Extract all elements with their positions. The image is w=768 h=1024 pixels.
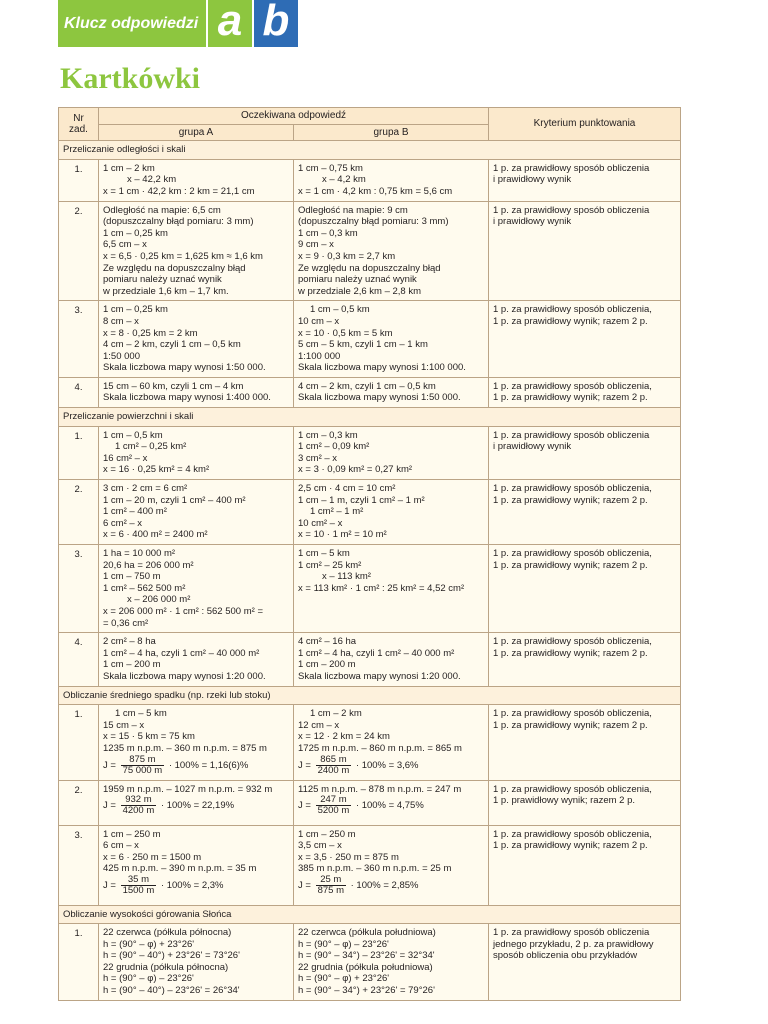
answer-line: 3 cm² – x xyxy=(298,452,338,464)
formula-prefix: J = xyxy=(103,800,116,812)
answer-line: x = 10 · 1 m² = 10 m² xyxy=(298,529,387,541)
criterion-line: 1 p. za prawidłowy wynik; razem 2 p. xyxy=(493,840,648,852)
scoring-criterion xyxy=(489,780,681,825)
criterion-line: 1 p. za prawidłowy sposób obliczenia xyxy=(493,927,650,939)
brand-logo-a: a xyxy=(206,0,252,47)
formula-result: · 100% = 2,3% xyxy=(160,879,224,891)
answer-line: 425 m n.p.m. – 390 m n.p.m. = 35 m xyxy=(103,863,257,875)
answer-line: 15 cm – x xyxy=(103,719,145,731)
answer-line: 1 cm² – 25 km² xyxy=(298,559,362,571)
criterion-line: 1 p. za prawidłowy wynik; razem 2 p. xyxy=(493,559,648,571)
criterion-line: 1 p. prawidłowy wynik; razem 2 p. xyxy=(493,795,636,807)
group-a-answer xyxy=(99,301,294,378)
section-title: Obliczanie średniego spadku (np. rzeki lub stoku) xyxy=(59,686,681,705)
fraction-numerator: 875 m xyxy=(121,755,165,766)
header-expected-answer: Oczekiwana odpowiedź xyxy=(99,108,489,125)
answer-line: pomiaru należy uznać wynik xyxy=(103,274,222,286)
answer-line: 9 cm – x xyxy=(298,239,334,251)
answer-line: 1 cm – 5 km xyxy=(298,548,350,559)
answer-line: x = 1 cm · 42,2 km : 2 km = 21,1 cm xyxy=(103,185,255,197)
answer-line: 1 cm – 5 km xyxy=(115,708,167,720)
slope-formula xyxy=(103,875,289,897)
table-row xyxy=(59,545,681,633)
section-row xyxy=(59,686,681,705)
task-number: 3. xyxy=(59,825,99,905)
answer-line: 1 cm – 0,25 km xyxy=(103,227,168,239)
formula-prefix: J = xyxy=(298,879,311,891)
header-nr-line: Nr xyxy=(73,112,84,124)
answer-line: 1 ha = 10 000 m² xyxy=(103,548,176,559)
answer-line: 10 cm – x xyxy=(298,315,340,327)
task-number: 1. xyxy=(59,705,99,780)
slope-formula xyxy=(103,755,289,777)
formula-result: · 100% = 3,6% xyxy=(355,759,419,771)
answer-line: 1:50 000 xyxy=(103,350,140,362)
header-nr-line: zad. xyxy=(69,124,88,136)
scoring-criterion xyxy=(489,545,681,633)
answer-line: (dopuszczalny błąd pomiaru: 3 mm) xyxy=(103,216,254,228)
answer-line: 3 cm · 2 cm = 6 cm² xyxy=(103,483,188,495)
table-row xyxy=(59,159,681,201)
answer-line: 1 cm – 0,3 km xyxy=(298,429,358,441)
task-number: 1. xyxy=(59,426,99,479)
answer-line: Odległość na mapie: 6,5 cm xyxy=(103,204,221,216)
scoring-criterion xyxy=(489,480,681,545)
task-number: 1. xyxy=(59,924,99,1001)
formula-result: · 100% = 22,19% xyxy=(160,800,235,812)
fraction-numerator: 865 m xyxy=(316,755,352,766)
formula-prefix: J = xyxy=(103,879,116,891)
task-number: 2. xyxy=(59,480,99,545)
answer-line: 1235 m n.p.m. – 360 m n.p.m. = 875 m xyxy=(103,742,267,754)
answer-line: x = 6,5 · 0,25 km = 1,625 km ≈ 1,6 km xyxy=(103,250,263,262)
group-b-answer xyxy=(294,780,489,825)
group-a-answer xyxy=(99,480,294,545)
fraction-denominator: 75 000 m xyxy=(122,764,163,776)
answer-line: x – 42,2 km xyxy=(127,174,177,186)
fraction-denominator: 875 m xyxy=(317,884,344,896)
answer-line: h = (90° – φ) – 23°26' xyxy=(103,973,194,985)
answer-line: 1 cm – 0,5 km xyxy=(103,429,163,441)
group-b-answer xyxy=(294,426,489,479)
fraction xyxy=(316,795,352,816)
answer-line: 1 cm² – 0,09 km² xyxy=(298,441,370,453)
formula-result: · 100% = 1,16(6)% xyxy=(168,759,249,771)
group-b-answer xyxy=(294,633,489,686)
header-group-b: grupa B xyxy=(294,124,489,141)
section-title: Obliczanie wysokości górowania Słońca xyxy=(59,905,681,924)
fraction xyxy=(316,755,352,776)
answer-line: Odległość na mapie: 9 cm xyxy=(298,204,408,216)
answer-line: x – 113 km² xyxy=(322,571,371,583)
answer-line: 15 cm – 60 km, czyli 1 cm – 4 km xyxy=(103,380,244,392)
group-a-answer xyxy=(99,705,294,780)
group-b-answer xyxy=(294,545,489,633)
criterion-line: sposób obliczenia obu przykładów xyxy=(493,950,638,962)
criterion-line: 1 p. za prawidłowy wynik; razem 2 p. xyxy=(493,719,648,731)
answer-line: 16 cm² – x xyxy=(103,452,148,464)
answer-line: Ze względu na dopuszczalny błąd xyxy=(103,262,246,274)
answer-line: x – 4,2 km xyxy=(322,174,366,186)
table-row xyxy=(59,426,681,479)
answer-line: x = 12 · 2 km = 24 km xyxy=(298,731,390,743)
header-group-a: grupa A xyxy=(99,124,294,141)
answer-line: 1 cm – 1 m, czyli 1 cm² – 1 m² xyxy=(298,494,425,506)
task-number: 2. xyxy=(59,780,99,825)
answer-line: h = (90° – φ) + 23°26' xyxy=(298,973,390,985)
answer-line: h = (90° – 34°) + 23°26' = 79°26' xyxy=(298,985,435,997)
answer-line: w przedziale 1,6 km – 1,7 km. xyxy=(103,285,229,297)
slope-formula xyxy=(298,755,484,777)
group-b-answer xyxy=(294,377,489,407)
answer-line: Skala liczbowa mapy wynosi 1:50 000. xyxy=(103,362,266,374)
answer-line: 8 cm – x xyxy=(103,315,139,327)
criterion-line: 1 p. za prawidłowy sposób obliczenia xyxy=(493,429,650,441)
scoring-criterion xyxy=(489,201,681,301)
answer-line: 1 cm² – 1 m² xyxy=(310,506,364,518)
task-number: 3. xyxy=(59,301,99,378)
scoring-criterion xyxy=(489,825,681,905)
answer-line: 1 cm² – 562 500 m² xyxy=(103,582,186,594)
answer-line: x = 113 km² · 1 cm² : 25 km² = 4,52 cm² xyxy=(298,582,465,594)
answer-line: 1 cm – 2 km xyxy=(103,162,155,174)
formula-result: · 100% = 2,85% xyxy=(350,879,419,891)
table-row xyxy=(59,480,681,545)
answer-line: pomiaru należy uznać wynik xyxy=(298,274,417,286)
answer-line: 1:100 000 xyxy=(298,350,341,362)
criterion-line: 1 p. za prawidłowy sposób obliczenia, xyxy=(493,548,652,559)
scoring-criterion xyxy=(489,633,681,686)
header-criterion: Kryterium punktowania xyxy=(489,108,681,141)
answer-line: 1 cm² – 0,25 km² xyxy=(115,441,187,453)
answer-line: 22 czerwca (półkula południowa) xyxy=(298,927,436,939)
criterion-line: 1 p. za prawidłowy sposób obliczenia, xyxy=(493,636,652,648)
answer-line: h = (90° – 40°) + 23°26' = 73°26' xyxy=(103,950,240,962)
answer-line: 1 cm – 0,3 km xyxy=(298,227,358,239)
fraction-numerator: 25 m xyxy=(316,875,346,886)
criterion-line: i prawidłowy wynik xyxy=(493,441,572,453)
answer-line: 6,5 cm – x xyxy=(103,239,147,251)
answer-line: 10 cm² – x xyxy=(298,517,343,529)
group-a-answer xyxy=(99,377,294,407)
group-a-answer xyxy=(99,780,294,825)
answer-line: Skala liczbowa mapy wynosi 1:20 000. xyxy=(103,670,266,682)
slope-formula xyxy=(103,795,289,817)
slope-formula xyxy=(298,795,484,817)
criterion-line: i prawidłowy wynik xyxy=(493,174,572,186)
answer-line: 2,5 cm · 4 cm = 10 cm² xyxy=(298,483,396,495)
criterion-line: 1 p. za prawidłowy wynik; razem 2 p. xyxy=(493,647,648,659)
criterion-line: 1 p. za prawidłowy sposób obliczenia xyxy=(493,162,650,174)
criterion-line: i prawidłowy wynik xyxy=(493,216,572,228)
answer-line: x – 206 000 m² xyxy=(127,594,191,606)
formula-prefix: J = xyxy=(298,800,311,812)
fraction-numerator: 35 m xyxy=(121,875,157,886)
answer-line: 12 cm – x xyxy=(298,719,340,731)
table-row xyxy=(59,924,681,1001)
answer-line: 1 cm – 0,25 km xyxy=(103,304,168,316)
answer-line: x = 3 · 0,09 km² = 0,27 km² xyxy=(298,464,413,476)
answer-line: 5 cm – 5 km, czyli 1 cm – 1 km xyxy=(298,339,428,351)
answer-line: x = 10 · 0,5 km = 5 km xyxy=(298,327,393,339)
group-a-answer xyxy=(99,426,294,479)
fraction-denominator: 4200 m xyxy=(122,805,155,817)
group-a-answer xyxy=(99,545,294,633)
group-a-answer xyxy=(99,633,294,686)
task-number: 4. xyxy=(59,633,99,686)
task-number: 2. xyxy=(59,201,99,301)
answer-line: 6 cm² – x xyxy=(103,517,143,529)
group-b-answer xyxy=(294,924,489,1001)
answer-line: 2 cm² – 8 ha xyxy=(103,636,156,648)
answer-line: 22 grudnia (półkula południowa) xyxy=(298,961,433,973)
answer-line: 1 cm – 200 m xyxy=(298,659,356,671)
group-b-answer xyxy=(294,301,489,378)
criterion-line: jednego przykładu, 2 p. za prawidłowy xyxy=(493,938,654,950)
fraction xyxy=(121,755,165,776)
answer-line: Skala liczbowa mapy wynosi 1:100 000. xyxy=(298,362,466,374)
criterion-line: 1 p. za prawidłowy sposób obliczenia xyxy=(493,204,650,216)
answer-line: x = 16 · 0,25 km² = 4 km² xyxy=(103,464,210,476)
slope-formula xyxy=(298,875,484,897)
section-row xyxy=(59,408,681,427)
answer-line: 22 czerwca (półkula północna) xyxy=(103,927,232,939)
criterion-line: 1 p. za prawidłowy sposób obliczenia, xyxy=(493,828,652,840)
fraction xyxy=(121,795,157,816)
table-row xyxy=(59,301,681,378)
fraction-denominator: 1500 m xyxy=(122,884,155,896)
answer-line: 3,5 cm – x xyxy=(298,840,342,852)
formula-prefix: J = xyxy=(103,759,116,771)
fraction-denominator: 2400 m xyxy=(317,764,350,776)
group-a-answer xyxy=(99,825,294,905)
scoring-criterion xyxy=(489,159,681,201)
answer-line: h = (90° – φ) – 23°26' xyxy=(298,938,389,950)
criterion-line: 1 p. za prawidłowy wynik; razem 2 p. xyxy=(493,494,648,506)
answer-line: x = 206 000 m² · 1 cm² : 562 500 m² = xyxy=(103,605,263,617)
criterion-line: 1 p. za prawidłowy wynik; razem 2 p. xyxy=(493,392,648,404)
fraction xyxy=(316,875,346,896)
brand-logo-b: b xyxy=(252,0,298,47)
answer-line: 1 cm – 200 m xyxy=(103,659,161,671)
table-row xyxy=(59,825,681,905)
formula-result: · 100% = 4,75% xyxy=(355,800,424,812)
answer-line: = 0,36 cm² xyxy=(103,617,149,629)
answer-line: 1 cm – 250 m xyxy=(103,828,161,840)
answer-line: 1 cm – 750 m xyxy=(103,571,161,583)
fraction xyxy=(121,875,157,896)
group-b-answer xyxy=(294,480,489,545)
answer-line: 4 cm – 2 km, czyli 1 cm – 0,5 km xyxy=(103,339,241,351)
answer-line: 1 cm – 2 km xyxy=(310,708,362,720)
answer-line: h = (90° – 34°) – 23°26' = 32°34' xyxy=(298,950,435,962)
brand-header xyxy=(58,0,298,47)
answer-key-table xyxy=(58,107,681,1001)
brand-label: Klucz odpowiedzi xyxy=(58,0,206,47)
answer-line: 1 cm² – 4 ha, czyli 1 cm² – 40 000 m² xyxy=(298,647,455,659)
answer-line: x = 3,5 · 250 m = 875 m xyxy=(298,851,399,863)
answer-line: 1 cm² – 400 m² xyxy=(103,506,167,518)
answer-line: 22 grudnia (półkula północna) xyxy=(103,961,229,973)
scoring-criterion xyxy=(489,301,681,378)
group-a-answer xyxy=(99,159,294,201)
answer-line: 1 cm – 0,5 km xyxy=(310,304,370,316)
answer-line: x = 1 cm · 4,2 km : 0,75 km = 5,6 cm xyxy=(298,185,453,197)
task-number: 1. xyxy=(59,159,99,201)
header-nr xyxy=(59,108,99,141)
scoring-criterion xyxy=(489,705,681,780)
section-row xyxy=(59,905,681,924)
answer-line: 20,6 ha = 206 000 m² xyxy=(103,559,194,571)
section-title: Przeliczanie odległości i skali xyxy=(59,141,681,160)
answer-line: x = 15 · 5 km = 75 km xyxy=(103,731,195,743)
table-row xyxy=(59,633,681,686)
page-title: Kartkówki xyxy=(60,62,201,95)
answer-line: x = 8 · 0,25 km = 2 km xyxy=(103,327,198,339)
answer-line: w przedziale 2,6 km – 2,8 km xyxy=(298,285,422,297)
criterion-line: 1 p. za prawidłowy sposób obliczenia, xyxy=(493,304,652,316)
table-row xyxy=(59,377,681,407)
section-title: Przeliczanie powierzchni i skali xyxy=(59,408,681,427)
table-row xyxy=(59,705,681,780)
answer-line: 1959 m n.p.m. – 1027 m n.p.m. = 932 m xyxy=(103,783,273,795)
header-row xyxy=(59,108,681,125)
answer-line: x = 9 · 0,3 km = 2,7 km xyxy=(298,250,396,262)
criterion-line: 1 p. za prawidłowy wynik; razem 2 p. xyxy=(493,315,648,327)
table-row xyxy=(59,201,681,301)
table-row xyxy=(59,780,681,825)
fraction-denominator: 5200 m xyxy=(317,805,350,817)
fraction-numerator: 932 m xyxy=(121,795,157,806)
answer-line: x = 6 · 400 m² = 2400 m² xyxy=(103,529,208,541)
answer-line: Ze względu na dopuszczalny błąd xyxy=(298,262,441,274)
criterion-line: 1 p. za prawidłowy sposób obliczenia, xyxy=(493,380,652,392)
scoring-criterion xyxy=(489,426,681,479)
answer-line: 1 cm – 20 m, czyli 1 cm² – 400 m² xyxy=(103,494,246,506)
answer-line: (dopuszczalny błąd pomiaru: 3 mm) xyxy=(298,216,449,228)
answer-line: 1 cm – 250 m xyxy=(298,828,356,840)
answer-line: Skala liczbowa mapy wynosi 1:400 000. xyxy=(103,392,271,404)
scoring-criterion xyxy=(489,377,681,407)
criterion-line: 1 p. za prawidłowy sposób obliczenia, xyxy=(493,708,652,720)
answer-line: 1125 m n.p.m. – 878 m n.p.m. = 247 m xyxy=(298,783,462,795)
task-number: 3. xyxy=(59,545,99,633)
answer-line: 4 cm – 2 km, czyli 1 cm – 0,5 km xyxy=(298,380,436,392)
answer-line: 1 cm² – 4 ha, czyli 1 cm² – 40 000 m² xyxy=(103,647,260,659)
group-b-answer xyxy=(294,705,489,780)
answer-line: x = 6 · 250 m = 1500 m xyxy=(103,851,202,863)
section-row xyxy=(59,141,681,160)
fraction-numerator: 247 m xyxy=(316,795,352,806)
group-a-answer xyxy=(99,201,294,301)
group-b-answer xyxy=(294,825,489,905)
scoring-criterion xyxy=(489,924,681,1001)
answer-line: h = (90° – 40°) – 23°26' = 26°34' xyxy=(103,985,240,997)
answer-line: Skala liczbowa mapy wynosi 1:20 000. xyxy=(298,670,461,682)
group-b-answer xyxy=(294,201,489,301)
criterion-line: 1 p. za prawidłowy sposób obliczenia, xyxy=(493,483,652,495)
task-number: 4. xyxy=(59,377,99,407)
answer-line: 1725 m n.p.m. – 860 m n.p.m. = 865 m xyxy=(298,742,462,754)
group-a-answer xyxy=(99,924,294,1001)
answer-line: 6 cm – x xyxy=(103,840,139,852)
answer-line: Skala liczbowa mapy wynosi 1:50 000. xyxy=(298,392,461,404)
answer-line: h = (90° – φ) + 23°26' xyxy=(103,938,195,950)
answer-line: 385 m n.p.m. – 360 m n.p.m. = 25 m xyxy=(298,863,452,875)
criterion-line: 1 p. za prawidłowy sposób obliczenia, xyxy=(493,783,652,795)
group-b-answer xyxy=(294,159,489,201)
formula-prefix: J = xyxy=(298,759,311,771)
answer-line: 4 cm² – 16 ha xyxy=(298,636,357,648)
answer-line: 1 cm – 0,75 km xyxy=(298,162,363,174)
